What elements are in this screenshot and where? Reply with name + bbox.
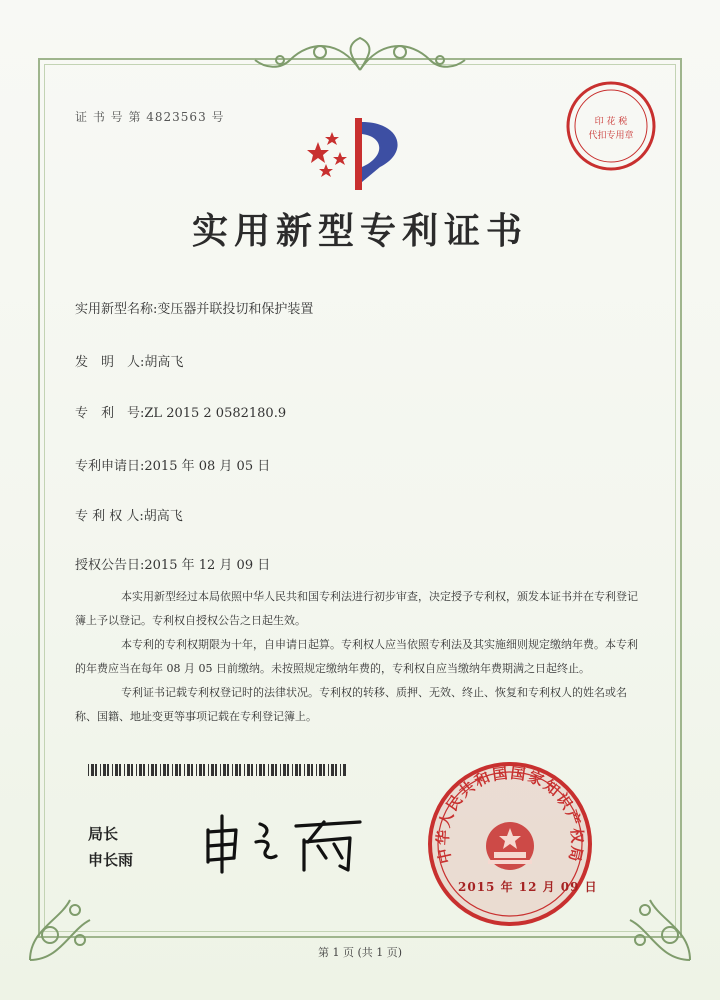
svg-text:代扣专用章: 代扣专用章 [588,131,634,141]
barcode-icon [88,764,348,776]
patentee-row [75,505,183,524]
certificate-number: 证 书 号 第 4823563 号 [75,110,225,124]
field-label: 实用新型名称: [75,302,158,317]
svg-text:中华人民共和国国家知识产权局: 中华人民共和国国家知识产权局 [433,763,587,866]
svg-text:印 花 税: 印 花 税 [594,117,628,127]
director-signature-icon [200,812,370,874]
patent-office-logo-icon [300,112,420,192]
stamp-duty-seal-icon [565,80,657,172]
seal-date: 2015 年 12 月 09 日 [458,880,598,894]
director-title: 局长 [88,825,119,843]
patent-number-row [75,402,286,421]
field-label: 专 利 权 人: [75,509,144,524]
page-footer: 第 1 页 (共 1 页) [317,946,403,959]
body-paragraph: 本实用新型经过本局依照中华人民共和国专利法进行初步审查，决定授予专利权，颁发本证书并在专利登记簿上予以登记。专利权自授权公告之日起生效。 [75,590,638,627]
page-title: 实用新型专利证书 [191,211,528,252]
field-value: 胡高飞 [143,509,183,524]
utility-model-name-row [75,298,313,317]
certificate-body [75,585,645,729]
top-ornament-icon [250,30,470,80]
field-label: 专 利 号: [75,406,145,421]
filing-date-row [75,455,270,474]
grant-date-row [75,554,270,573]
body-paragraph: 本专利的专利权期限为十年，自申请日起算。专利权人应当依照专利法及其实施细则规定缴纳年费。本专利的年费应当在每年 08 月 05 日前缴纳。未按照规定缴纳年费的，专利权自应当缴纳年费期满之日起终止。 [75,638,638,675]
field-label: 专利申请日: [75,459,145,474]
inventor-row [75,351,183,370]
field-label: 授权公告日: [75,558,145,573]
field-value: ZL 2015 2 0582180.9 [144,406,287,421]
office-seal-icon [426,760,594,928]
field-label: 发 明 人: [75,355,145,370]
field-value: 2015 年 08 月 05 日 [144,459,271,474]
field-value: 胡高飞 [144,355,184,370]
director-name: 申长雨 [88,851,134,869]
field-value: 变压器并联投切和保护装置 [157,302,314,317]
field-value: 2015 年 12 月 09 日 [144,558,271,573]
body-paragraph: 专利证书记载专利权登记时的法律状况。专利权的转移、质押、无效、终止、恢复和专利权人的姓名或名称、国籍、地址变更等事项记载在专利登记簿上。 [75,686,627,723]
